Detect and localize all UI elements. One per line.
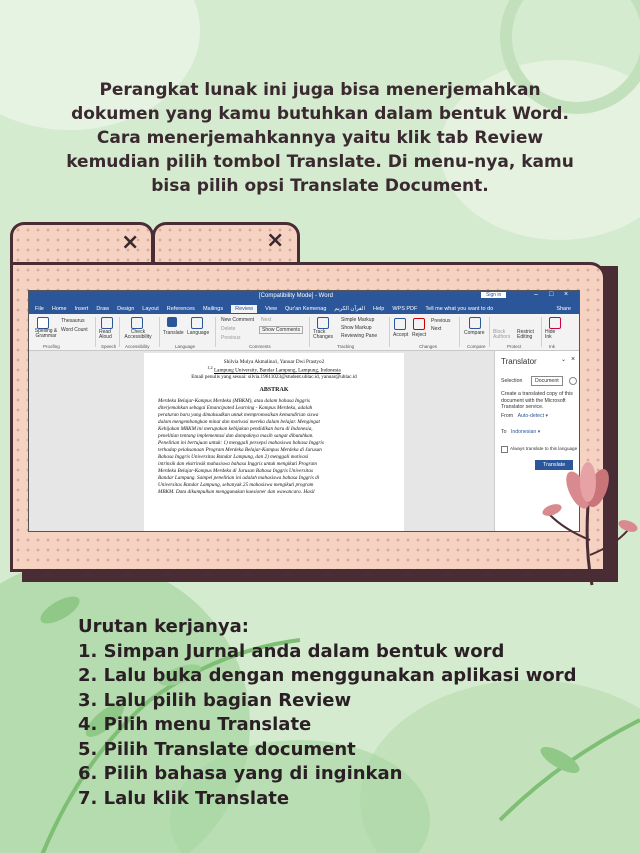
- word-screenshot: [28, 290, 580, 532]
- tab-insert[interactable]: Insert: [74, 305, 89, 312]
- next-comment-button[interactable]: Next: [261, 317, 272, 323]
- reject-button[interactable]: Reject: [412, 332, 427, 338]
- step-item: 3. Lalu pilih bagian Review: [78, 689, 352, 711]
- group-label: Proofing: [43, 344, 60, 349]
- language-button[interactable]: Language: [187, 330, 210, 336]
- step-item: 2. Lalu buka dengan menggunakan aplikasi word: [78, 665, 577, 686]
- accept-icon: [394, 318, 406, 330]
- steps-title: Urutan kerjanya:: [78, 616, 249, 637]
- group-label: Protect: [507, 344, 522, 349]
- doc-line: penelitian tentang implementasi dan dampaknya masih sangat dibutuhkan.: [158, 432, 314, 439]
- share-button[interactable]: Share: [556, 305, 571, 312]
- read-aloud-icon: [101, 317, 113, 329]
- check-accessibility-button[interactable]: Check Accessibility: [124, 329, 152, 340]
- doc-email: Email penulis yang sesuai: silvia.19611023@student.ublac.id, yanuar@ublac.id: [191, 373, 357, 380]
- from-label: From: [501, 413, 514, 419]
- translator-title: Translator: [501, 357, 537, 366]
- translator-description: Create a translated copy of this document with the Microsoft Translator service.: [501, 391, 573, 410]
- group-label: Ink: [549, 344, 556, 349]
- block-authors-button[interactable]: Block Authors: [493, 329, 511, 340]
- doc-line: intrinsik dan ekstrinsik mahasiswa bahasa Inggris untuk mengikuti Program: [158, 460, 317, 467]
- track-changes-button[interactable]: Track Changes: [313, 329, 334, 340]
- to-row[interactable]: [501, 429, 540, 435]
- intro-line: kemudian pilih tombol Translate. Di menu-nya, kamu: [66, 152, 574, 172]
- next-change-button[interactable]: Next: [431, 326, 442, 332]
- compare-button[interactable]: Compare: [464, 330, 485, 336]
- window-title: [Compatibility Mode] - Word: [259, 293, 333, 299]
- tab-home[interactable]: Home: [51, 305, 67, 312]
- new-comment-button[interactable]: New Comment: [221, 317, 255, 323]
- step-item: 1. Simpan Jurnal anda dalam bentuk word: [78, 640, 505, 662]
- to-language-select[interactable]: Indonesian: [510, 429, 537, 435]
- doc-line: Bandar Lampung. Sampel penelitian ini adalah mahasiswa bahasa Inggris di: [158, 474, 320, 481]
- show-comments-button[interactable]: Show Comments: [259, 326, 303, 334]
- read-aloud-button[interactable]: Read Aloud: [99, 329, 112, 340]
- restrict-editing-button[interactable]: Restrict Editing: [517, 329, 534, 340]
- close-icon[interactable]: ×: [564, 291, 569, 298]
- tab-selection[interactable]: Selection: [501, 378, 523, 384]
- language-icon: [191, 317, 203, 329]
- pane-close-icon[interactable]: ×: [571, 356, 576, 363]
- doc-line: dalam mengembangkan minat dan motivasi mereka dalam belajar. Mengingat: [158, 418, 320, 425]
- track-changes-icon: [317, 317, 329, 329]
- tab-layout[interactable]: Layout: [142, 305, 159, 312]
- step-item: 6. Pilih bahasa yang di inginkan: [78, 763, 403, 784]
- previous-change-button[interactable]: Previous: [431, 318, 451, 324]
- delete-comment-button[interactable]: Delete: [221, 326, 236, 332]
- step-item: 7. Lalu klik Translate: [78, 787, 290, 809]
- intro-line: Cara menerjemahkannya yaitu klik tab Review: [96, 128, 544, 148]
- show-markup-button[interactable]: Show Markup: [341, 325, 372, 331]
- close-mark-icon: ×: [266, 228, 285, 253]
- review-ribbon: [29, 314, 579, 351]
- document-page[interactable]: [144, 353, 404, 531]
- document-area[interactable]: [29, 351, 494, 531]
- intro-line: dokumen yang kamu butuhkan dalam bentuk Word.: [71, 104, 569, 124]
- simple-markup-select[interactable]: Simple Markup: [341, 317, 375, 323]
- close-mark-icon: ×: [121, 230, 140, 255]
- word-titlebar: [29, 291, 579, 303]
- accessibility-icon: [131, 317, 143, 329]
- flower-decoration: [530, 460, 640, 590]
- ribbon-tabs: [29, 303, 579, 314]
- doc-line: Merdeka Belajar-Kampus Merdeka di Jurusan Bahasa Inggris Universitas: [158, 467, 313, 474]
- doc-line: Merdeka Belajar-Kampus Merdeka (MBKM), atau dalam bahasa Inggris: [158, 397, 310, 404]
- intro-paragraph: [60, 78, 580, 198]
- group-label: Comments: [249, 344, 271, 349]
- reviewing-pane-button[interactable]: Reviewing Pane: [341, 333, 378, 339]
- always-translate-label: Always translate to this language: [510, 446, 578, 451]
- chevron-down-icon: ▾: [537, 429, 541, 435]
- step-item: 4. Pilih menu Translate: [78, 714, 312, 735]
- doc-line: Bahasa Inggris Universitas Bandar Lampung, dan 2) menggali motivasi: [158, 453, 309, 460]
- steps-block: [78, 615, 577, 811]
- doc-abstract-body: [158, 398, 390, 496]
- group-label: Speech: [101, 344, 117, 349]
- tab-help[interactable]: Help: [373, 305, 385, 312]
- from-language-select[interactable]: Auto-detect: [517, 413, 545, 419]
- reject-icon: [413, 318, 425, 330]
- from-row[interactable]: [501, 413, 548, 419]
- translate-button[interactable]: Translate: [163, 330, 184, 336]
- doc-line: terhadap pelaksanaan Program Merdeka Belajar-Kampus Merdeka di Jurusan: [158, 446, 322, 453]
- doc-line: Penelitian ini bertujuan untuk: 1) menggali persepsi mahasiswa bahasa Inggris: [158, 439, 324, 446]
- pane-options-icon[interactable]: ⌄: [561, 357, 567, 363]
- tab-draw[interactable]: Draw: [96, 305, 110, 312]
- to-label: To: [501, 429, 507, 435]
- tab-wps-pdf[interactable]: WPS PDF: [392, 305, 418, 312]
- previous-comment-button[interactable]: Previous: [221, 335, 241, 341]
- group-label: Accessibility: [125, 344, 150, 349]
- always-translate-checkbox[interactable]: [501, 446, 508, 453]
- doc-affiliation: [158, 365, 390, 374]
- tab-mailings[interactable]: Mailings: [202, 305, 224, 312]
- tell-me-search[interactable]: Tell me what you want to do: [425, 305, 494, 312]
- translate-document-button[interactable]: Translate: [535, 460, 573, 470]
- tab-design[interactable]: Design: [117, 305, 135, 312]
- doc-affil-text: Lampung University, Bandar Lampung, Lampung, Indonesia: [213, 367, 341, 374]
- intro-line: bisa pilih opsi Translate Document.: [151, 176, 489, 196]
- doc-line: Universitas Bandar Lampung, sebanyak 25 mahasiswa mengikuti program: [158, 481, 314, 488]
- sign-in-button[interactable]: Sign in: [481, 292, 506, 298]
- doc-abstract-title: ABSTRAK: [259, 386, 289, 393]
- tab-quran-arabic[interactable]: القرآن الكريم: [334, 305, 366, 312]
- hide-ink-icon: [549, 317, 561, 329]
- spelling-grammar-button[interactable]: Spelling & Grammar: [34, 328, 58, 339]
- doc-affil-number: 1,2: [207, 365, 213, 370]
- tab-review[interactable]: Review: [231, 305, 257, 313]
- maximize-icon[interactable]: □: [549, 291, 554, 298]
- minimize-icon[interactable]: –: [534, 291, 538, 298]
- tab-view[interactable]: View: [265, 305, 277, 312]
- doc-line: peraturan baru yang dimaksudkan untuk mempromosikan kemandirian siswa: [158, 411, 319, 418]
- doc-line: Kebijakan MBKM ini merupakan kebijakan pendidikan baru di Indonesia,: [158, 425, 313, 432]
- settings-gear-icon[interactable]: [569, 377, 577, 385]
- tab-file[interactable]: File: [35, 305, 44, 312]
- translate-icon: [167, 317, 177, 327]
- group-label: Tracking: [337, 344, 355, 349]
- doc-authors: Shilvia Mulya Akmalina1, Yanuar Dwi Prastyo2: [223, 359, 325, 365]
- group-label: Compare: [467, 344, 486, 349]
- compare-icon: [469, 317, 481, 329]
- tab-references[interactable]: References: [166, 305, 195, 312]
- accept-button[interactable]: Accept: [393, 332, 409, 338]
- step-item: 5. Pilih Translate document: [78, 738, 356, 760]
- chevron-down-icon: ▾: [545, 413, 549, 419]
- group-label: Changes: [419, 344, 438, 349]
- hide-ink-button[interactable]: Hide Ink: [545, 329, 556, 340]
- tab-quran-kemenag[interactable]: Qur'an Kemenag: [285, 305, 327, 312]
- doc-line: diterjemahkan sebagai Emancipated Learning - Kampus Merdeka, adalah: [158, 404, 313, 411]
- word-count-button[interactable]: Word Count: [61, 327, 88, 333]
- thesaurus-button[interactable]: Thesaurus: [61, 318, 85, 324]
- doc-line: MBKM. Data dikumpulkan menggunakan kuesioner dan wawancara. Hasil: [158, 488, 315, 495]
- intro-line: Perangkat lunak ini juga bisa menerjemahkan: [99, 80, 541, 100]
- group-label: Language: [175, 344, 196, 349]
- tab-document[interactable]: Document: [531, 376, 563, 386]
